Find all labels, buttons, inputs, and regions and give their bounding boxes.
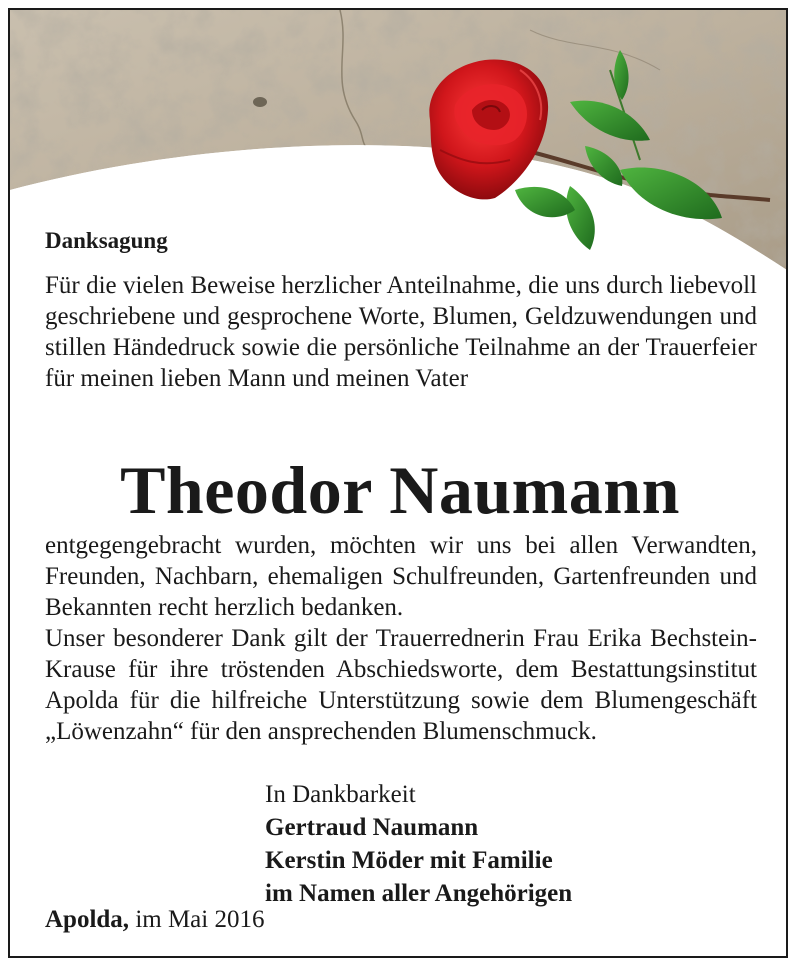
deceased-name: Theodor Naumann: [120, 452, 680, 528]
date: im Mai 2016: [135, 906, 265, 933]
signatory-3: im Namen aller Angehörigen: [265, 880, 573, 907]
place-date: [45, 906, 264, 934]
obituary-notice: [8, 8, 788, 958]
paragraph-thanks: [45, 530, 757, 747]
place: Apolda,: [45, 906, 130, 933]
paragraph-thanks-general: entgegengebracht wurden, möchten wir uns bei allen Verwandten, Freunden, Nachbarn, ehemaligen Schulfreunden, Gartenfreunden und Bekannten recht herzlich bedanken.: [45, 532, 757, 621]
paragraph-thanks-special: Unser besonderer Dank gilt der Trauerrednerin Frau Erika Bechstein-Krause für ihre tröstenden Abschiedsworte, dem Bestattungsinstitut Apolda für die hilfreiche Unterstützung sowie dem Blumengeschäft „Löwenzahn“ für den ansprechenden Blumenschmuck.: [45, 625, 757, 745]
notice-heading: Danksagung: [45, 228, 168, 253]
closing-phrase: In Dankbarkeit: [265, 781, 416, 808]
signatory-2: Kerstin Möder mit Familie: [265, 847, 553, 874]
paragraph-intro: Für die vielen Beweise herzlicher Anteilnahme, die uns durch liebevoll geschriebene und gesprochene Worte, Blumen, Geldzuwendungen und stillen Händedruck sowie die persönliche Teilnahme an der Trauerfeier für meinen lieben Mann und meinen Vater: [45, 272, 757, 392]
signature-block: [265, 778, 572, 910]
signatory-1: Gertraud Naumann: [265, 814, 479, 841]
